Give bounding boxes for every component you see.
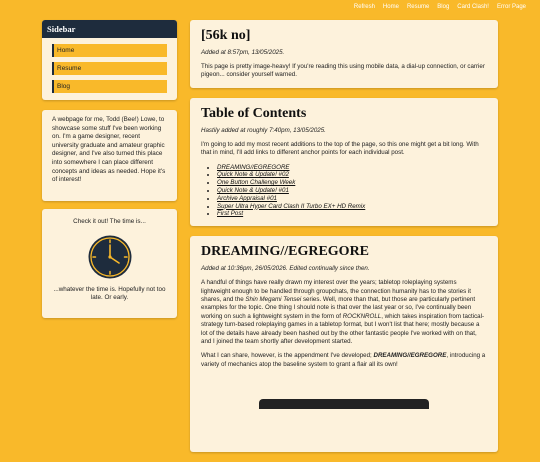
toc-link[interactable]: Archive Appraisal #01 <box>217 194 277 202</box>
post-title: Table of Contents <box>201 105 307 121</box>
toc-link[interactable]: Quick Note & Update! #02 <box>217 171 289 179</box>
toc-link[interactable]: Quick Note & Update! #01 <box>217 187 289 195</box>
nav-error-page[interactable]: Error Page <box>496 4 526 10</box>
post-dreaming-egregore <box>190 236 498 452</box>
nav-resume[interactable]: Resume <box>406 4 430 10</box>
sidebar-item-home[interactable]: Home <box>52 44 167 57</box>
sidebar-title: Sidebar <box>42 20 177 38</box>
list-item <box>217 195 487 203</box>
sidebar-menu-panel <box>42 20 177 100</box>
list-item <box>217 210 487 218</box>
toc-list <box>201 164 487 219</box>
post-title: DREAMING//EGREGORE <box>201 244 370 260</box>
post-date: Added at 8:57pm, 13/05/2025. <box>201 49 285 56</box>
clock-icon <box>87 234 133 280</box>
list-item <box>217 171 487 179</box>
list-item <box>217 164 487 172</box>
post-paragraph: I'm going to add my most recent additions to the top of the page, so this one might get a bit long. With that in mind, I'll add links to different anchor points for each individual post. <box>201 140 479 157</box>
post-56k <box>190 20 498 88</box>
post-paragraph: What I can share, however, is the appendment I've developed; DREAMING//EGREGORE, introducing a variety of mechanics atop the baseline system to grant a flair all its own! <box>201 352 486 368</box>
clock-intro: Check it out! The time is... <box>73 218 146 225</box>
nav-blog[interactable]: Blog <box>437 4 450 10</box>
clock-panel <box>42 209 177 318</box>
nav-home[interactable]: Home <box>382 4 399 10</box>
toc-link[interactable]: DREAMING//EGREGORE <box>217 163 290 171</box>
toc-link[interactable]: One Button Challenge Week <box>217 179 296 187</box>
sidebar-item-resume[interactable]: Resume <box>52 62 167 75</box>
clock-outro: ...whatever the time is. Hopefully not too late. Or early. <box>53 285 166 302</box>
post-title: [56k no] <box>201 28 251 43</box>
nav-refresh[interactable]: Refresh <box>353 4 375 10</box>
sidebar <box>42 20 177 318</box>
image-banner-edge <box>259 399 429 409</box>
main-content <box>190 20 498 462</box>
list-item <box>217 179 487 187</box>
sidebar-item-blog[interactable]: Blog <box>52 80 167 93</box>
nav-card-clash[interactable]: Card Clash! <box>457 4 489 10</box>
post-toc <box>190 98 498 226</box>
sidebar-menu <box>42 38 177 100</box>
post-paragraph: A handful of things have really drawn my interest over the years; tabletop roleplaying systems lightweight enough to be handled through groupchats, the connection humanity has to the stories it shares, and the Shin Megami Tensei series. Well, more than that, but those are particularly pertinent examples for the topic. One thing I should note is that over the last year or so, I've continually been working on such a lightweight system in the form of ROCKNROLL, which takes inspiration from tactical-strategy turn-based roleplaying games in a tabletop format, but I won't list that here; mostly because a lot of the details have already been hashed out by the other fantastic people I've worked with on that, and I joined the team shortly after development started. <box>201 279 485 346</box>
post-paragraph: This page is pretty image-heavy! If you're reading this using mobile data, a dial-up connection, or carrier pigeon... consider yourself warned. <box>201 63 485 79</box>
post-date: Hastily added at roughly 7:40pm, 13/05/2025. <box>201 126 326 134</box>
toc-link[interactable]: First Post <box>217 210 244 218</box>
about-text: A webpage for me, Todd (Bee!) Lowe, to showcase some stuff I've been working on. I'm a game designer, recent university graduate and amateur graphic designer, and I've also turned this place into somewhere I can place different concepts and ideas as needed. Hope it's of interest! <box>42 110 177 201</box>
top-nav <box>0 0 540 14</box>
list-item <box>217 187 487 195</box>
post-date: Added at 10:36pm, 26/05/2026. Edited continually since then. <box>201 265 370 273</box>
toc-link[interactable]: Super Ultra Hyper Card Clash II Turbo EX+ HD Remix <box>217 202 366 210</box>
list-item <box>217 203 487 211</box>
